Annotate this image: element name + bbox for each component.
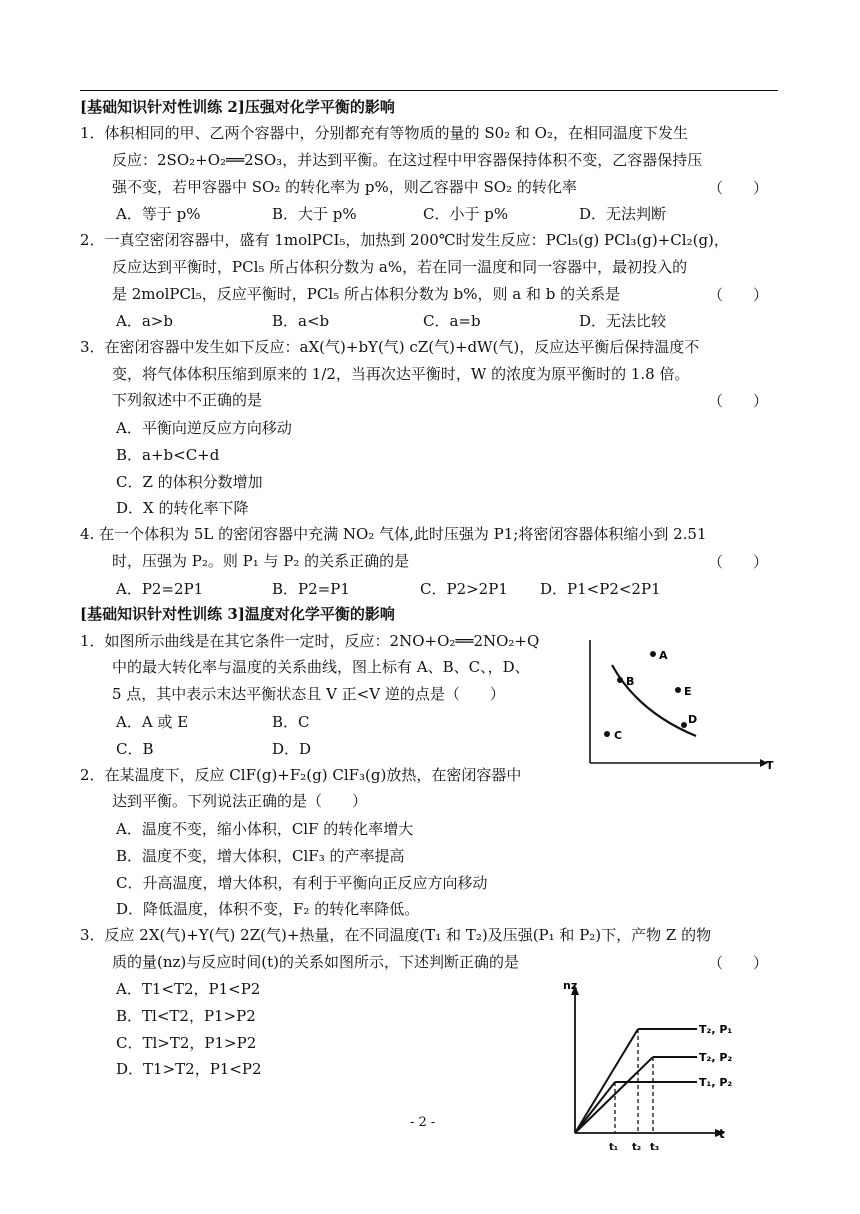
s2-q2-option-b: B．a<b <box>272 312 330 330</box>
s2-q4-line1: 4. 在一个体积为 5L 的密闭容器中充满 NO₂ 气体,此时压强为 P1;将密闭容器体积缩小到 2.51 <box>80 525 707 543</box>
s3-q2-option-d: D．降低温度，体积不变，F₂ 的转化率降低。 <box>116 900 420 918</box>
conversion-temperature-figure <box>580 630 780 775</box>
section2-heading: [基础知识针对性训练 2]压强对化学平衡的影响 <box>80 98 395 116</box>
s2-q3-line2: 变，将气体体积压缩到原来的 1/2，当再次达平衡时，W 的浓度为原平衡时的 1.8 倍。 <box>112 365 690 383</box>
s3-q1-option-d: D．D <box>272 740 312 758</box>
s3-q2-option-c: C．升高温度，增大体积，有利于平衡向正反应方向移动 <box>116 874 488 892</box>
s3-q1-line3: 5 点，其中表示末达平衡状态且 V 正<V 逆的点是（ ） <box>112 685 505 703</box>
s2-q1-option-b: B．大于 p% <box>272 205 357 223</box>
page-number: - 2 - <box>410 1115 436 1130</box>
s2-q2-line1: 2．一真空密闭容器中，盛有 1molPCI₅，加热到 200℃时发生反应：PCl₅(g) PCl₃(g)+Cl₂(g)， <box>80 231 729 249</box>
s2-q1-option-d: D．无法判断 <box>579 205 667 223</box>
s3-q1-line1: 1．如图所示曲线是在其它条件一定时，反应：2NO+O₂══2NO₂+Q <box>80 632 540 650</box>
figure2-series-t2p2-label: T₂, P₂ <box>699 1051 733 1064</box>
figure2-tick-t3: t₃ <box>650 1142 660 1153</box>
s2-q3-answer-paren: （ ） <box>708 392 769 410</box>
s2-q2-answer-paren: （ ） <box>708 286 769 304</box>
s2-q4-answer-paren: （ ） <box>708 553 769 571</box>
figure1-label-c: C <box>614 729 623 742</box>
s2-q1-line3: 强不变，若甲容器中 SO₂ 的转化率为 p%，则乙容器中 SO₂ 的转化率 <box>112 178 577 196</box>
figure2-series-t1p2-rise <box>575 1082 615 1133</box>
figure1-label-a: A <box>659 649 668 662</box>
figure2-series-t1p2-label: T₁, P₂ <box>699 1076 733 1089</box>
s2-q2-line2: 反应达到平衡时，PCl₅ 所占体积分数为 a%，若在同一温度和同一容器中，最初投入的 <box>112 258 688 276</box>
s3-q3-option-a: A．T1<T2，P1<P2 <box>116 980 261 998</box>
figure2-y-label: nz <box>563 979 578 992</box>
figure1-point-c <box>604 731 610 737</box>
s2-q1-line2: 反应：2SO₂+O₂══2SO₃，并达到平衡。在这过程中甲容器保持体积不变，乙容器保持压 <box>112 151 703 169</box>
figure1-point-e <box>675 687 681 693</box>
figure1-point-a <box>650 651 656 657</box>
s3-q1-option-c: C．B <box>116 740 154 758</box>
s3-q2-line1: 2．在某温度下，反应 ClF(g)+F₂(g) ClF₃(g)放热，在密闭容器中 <box>80 766 522 784</box>
figure1-label-e: E <box>684 685 692 698</box>
s2-q1-option-c: C．小于 p% <box>423 205 509 223</box>
s2-q1-answer-paren: （ ） <box>708 179 769 197</box>
s2-q4-line2: 时，压强为 P₂。则 P₁ 与 P₂ 的关系正确的是 <box>112 552 410 570</box>
figure1-x-label: T <box>766 759 774 772</box>
s2-q4-option-d: D．P1<P2<2P1 <box>540 580 661 598</box>
figure2-tick-t2: t₂ <box>632 1142 642 1153</box>
s3-q1-line2: 中的最大转化率与温度的关系曲线，图上标有 A、B、C、，D、 <box>112 658 530 676</box>
figure1-point-b <box>617 677 623 683</box>
s2-q2-option-a: A．a>b <box>116 312 173 330</box>
figure2-series-t2p1-label: T₂, P₁ <box>699 1023 733 1036</box>
s3-q1-option-a: A．A 或 E <box>116 713 189 731</box>
s2-q3-line1: 3．在密闭容器中发生如下反应：aX(气)+bY(气) cZ(气)+dW(气)，反应达平衡后保持温度不 <box>80 338 700 356</box>
s2-q3-option-d: D．X 的转化率下降 <box>116 499 249 517</box>
s3-q3-option-b: B．Tl<T2，P1>P2 <box>116 1007 256 1025</box>
s2-q1-line1: 1．体积相同的甲、乙两个容器中，分别都充有等物质的量的 S0₂ 和 O₂，在相同温度下发生 <box>80 124 688 142</box>
s2-q4-option-c: C．P2>2P1 <box>420 580 508 598</box>
s3-q3-line1: 3．反应 2X(气)+Y(气) 2Z(气)+热量，在不同温度(T₁ 和 T₂)及压强(P₁ 和 P₂)下，产物 Z 的物 <box>80 926 712 944</box>
s2-q2-line3: 是 2molPCl₅，反应平衡时，PCl₅ 所占体积分数为 b%，则 a 和 b 的关系是 <box>112 285 621 303</box>
s3-q3-option-d: D．T1>T2，P1<P2 <box>116 1060 262 1078</box>
section3-heading: [基础知识针对性训练 3]温度对化学平衡的影响 <box>80 605 395 623</box>
top-rule <box>80 90 778 91</box>
figure1-label-d: D <box>688 713 698 726</box>
s3-q3-answer-paren: （ ） <box>708 954 769 972</box>
s3-q3-line2: 质的量(nz)与反应时间(t)的关系如图所示，下述判断正确的是 <box>112 953 520 971</box>
s2-q1-option-a: A．等于 p% <box>116 205 201 223</box>
s2-q3-option-a: A．平衡向逆反应方向移动 <box>116 419 292 437</box>
figure2-x-label: t <box>719 1127 725 1141</box>
figure1-label-b: B <box>626 675 635 688</box>
s2-q3-option-c: C．Z 的体积分数增加 <box>116 473 263 491</box>
s2-q2-option-c: C．a=b <box>423 312 481 330</box>
s3-q2-line2: 达到平衡。下列说法正确的是（ ） <box>112 792 368 810</box>
s2-q4-option-a: A．P2=2P1 <box>116 580 204 598</box>
s2-q4-option-b: B．P2=P1 <box>272 580 350 598</box>
s3-q2-option-a: A．温度不变，缩小体积，ClF 的转化率增大 <box>116 820 414 838</box>
s3-q3-option-c: C．Tl>T2，P1>P2 <box>116 1034 257 1052</box>
nz-time-figure <box>555 975 765 1165</box>
s3-q1-option-b: B．C <box>272 713 310 731</box>
figure1-point-d <box>681 722 687 728</box>
s3-q2-option-b: B．温度不变，增大体积，ClF₃ 的产率提高 <box>116 847 405 865</box>
s2-q3-line3: 下列叙述中不正确的是 <box>112 391 263 409</box>
figure2-tick-t1: t₁ <box>609 1142 619 1153</box>
s2-q2-option-d: D．无法比较 <box>579 312 667 330</box>
s2-q3-option-b: B．a+b<C+d <box>116 446 220 464</box>
